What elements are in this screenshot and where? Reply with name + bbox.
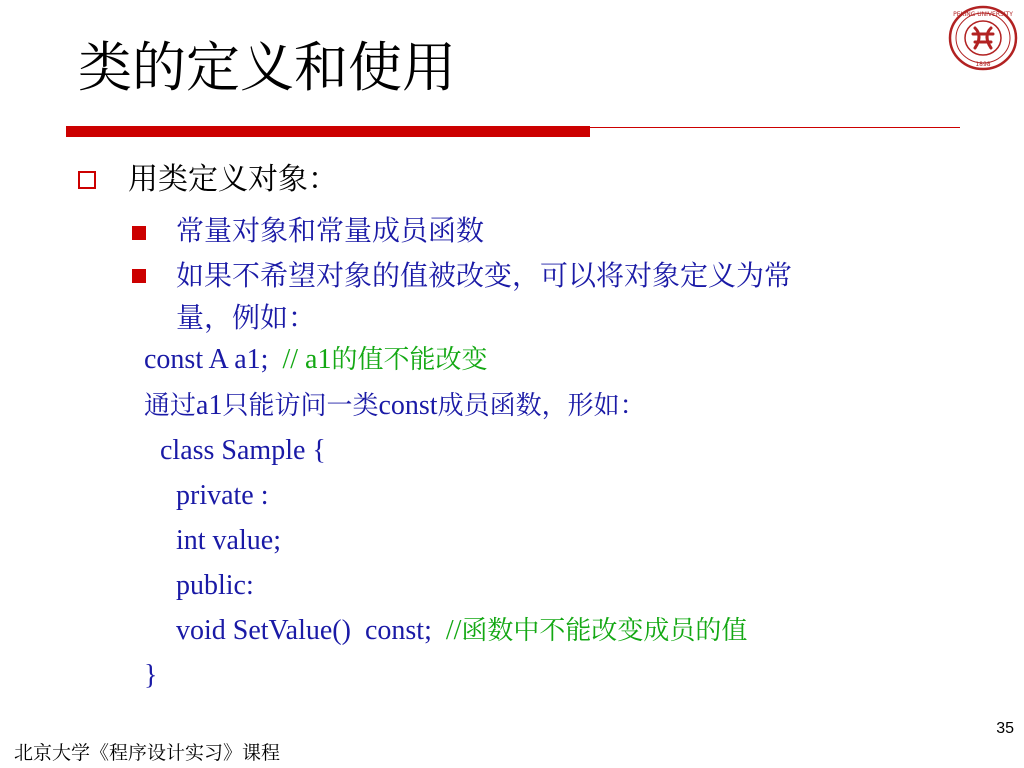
comment-slashes: // a1	[282, 344, 332, 375]
solid-square-bullet-icon	[132, 226, 146, 240]
code-text: const	[378, 390, 438, 421]
code-line-6: public:	[176, 570, 254, 601]
svg-text:PEKING UNIVERSITY: PEKING UNIVERSITY	[953, 11, 1013, 18]
slide-title: 类的定义和使用	[78, 36, 456, 99]
code-text-cn: 只能访问一类	[222, 391, 379, 421]
code-line-7	[176, 613, 747, 649]
bullet-level1-text: 用类定义对象：	[128, 162, 338, 197]
code-line-8: }	[144, 660, 158, 691]
code-line-5: int value;	[176, 525, 281, 556]
sub-bullet-text: 常量对象和常量成员函数	[176, 214, 485, 247]
sub-bullet-text-continued: 量，例如：	[176, 301, 317, 334]
code-text-cn: 通过	[144, 391, 197, 421]
course-footer: 北京大学《程序设计实习》课程	[14, 742, 281, 764]
solid-square-bullet-icon	[132, 269, 146, 283]
code-text: void SetValue() const;	[176, 615, 446, 646]
peking-university-seal-icon	[945, 4, 1021, 72]
code-line-1	[144, 342, 487, 378]
title-underline-thin	[590, 127, 960, 128]
code-line-3: class Sample {	[160, 435, 326, 466]
page-number: 35	[996, 720, 1014, 737]
code-line-4: private :	[176, 480, 269, 511]
code-text-cn: 成员函数，形如：	[437, 391, 646, 421]
code-line-2	[144, 388, 646, 424]
code-comment	[282, 344, 487, 375]
comment-slashes: //	[445, 615, 462, 646]
hollow-square-bullet-icon	[78, 171, 96, 189]
comment-chinese: 的值不能改变	[331, 345, 488, 375]
title-underline-thick	[66, 126, 590, 137]
code-comment	[446, 615, 748, 646]
code-text: const A a1;	[144, 344, 283, 375]
svg-text:1898: 1898	[975, 61, 991, 68]
comment-chinese: 函数中不能改变成员的值	[461, 616, 748, 646]
sub-bullet-text: 如果不希望对象的值被改变，可以将对象定义为常	[176, 259, 793, 292]
code-text: a1	[196, 390, 223, 421]
